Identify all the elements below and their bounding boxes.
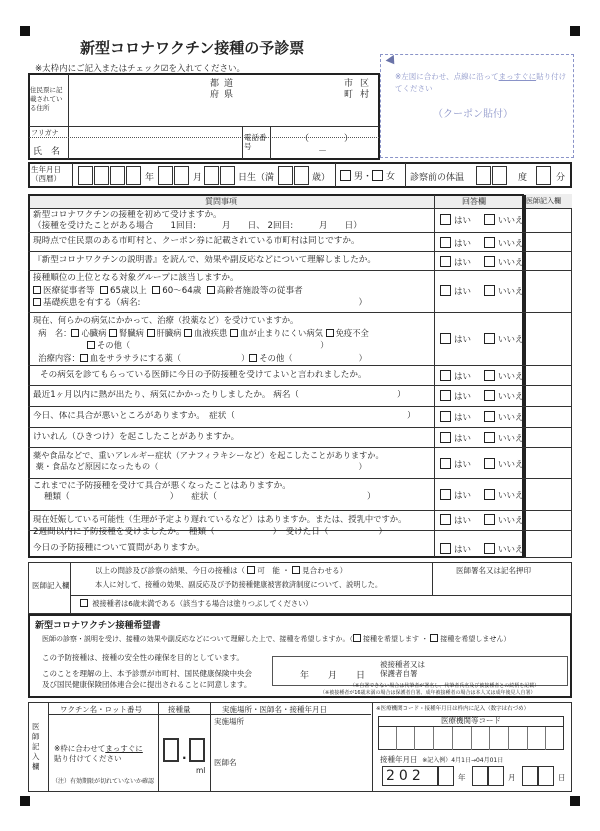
yes-checkbox[interactable]: [440, 411, 451, 422]
yes-checkbox[interactable]: [440, 370, 451, 381]
consent-dot: ・: [421, 635, 429, 643]
amount-col-header: 接種量: [168, 705, 191, 714]
no-label: いいえ: [498, 335, 524, 345]
yes-checkbox[interactable]: [440, 214, 451, 225]
year-prefix: 202: [382, 766, 438, 786]
code-digit[interactable]: [546, 727, 564, 750]
coupon-area[interactable]: [380, 54, 574, 158]
q11-text: これまでに予防接種を受けて具合が悪くなったことはありますか。: [33, 481, 291, 491]
question-2: 現時点で住民票のある市町村と、クーポン券に記載されている市町村は同じですか。: [33, 236, 360, 246]
answer-9[interactable]: [440, 432, 530, 444]
month-digit[interactable]: [472, 766, 488, 786]
male-label: 男: [354, 172, 364, 182]
birth-day-digit[interactable]: [204, 166, 219, 185]
yes-label: はい: [454, 287, 472, 297]
male-checkbox[interactable]: [340, 170, 351, 181]
q7-text: 最近1ヶ月以内に熱が出たり、病気にかかったりしましたか。 病名（: [33, 390, 300, 400]
no-checkbox[interactable]: [484, 370, 495, 381]
q10-text: 薬や食品などで、重いアレルギー症状（アナフィラキシーなど）を起こしたことがありますか。: [33, 450, 384, 460]
registration-mark: [570, 26, 580, 36]
answer-1[interactable]: [440, 214, 530, 226]
code-digit[interactable]: [434, 727, 453, 750]
amount-digit[interactable]: [163, 738, 179, 762]
female-label: 女: [386, 172, 396, 182]
to-label: 都: [210, 79, 220, 89]
exam-result-text: 以上の問診及び診察の結果、今日の接種は（: [95, 566, 245, 575]
question-14: 今日の予防接種について質問がありますか。: [33, 543, 205, 553]
yes-label: はい: [454, 545, 472, 555]
no-label: いいえ: [498, 460, 524, 470]
yes-label: はい: [454, 258, 472, 268]
question-8: [33, 411, 431, 422]
consent-line4: 及び国民健康保険団体連合会に提出されることに同意します。: [42, 680, 252, 689]
temperature-fraction-unit: 分: [556, 173, 566, 183]
q1-note: （接種を受けたことがある場合 1回目: 月 日、 2回目: 月 日）: [33, 221, 362, 231]
furigana-label: フリガナ: [31, 129, 59, 137]
q4-opt4: 高齢者施設等の従事者: [216, 285, 303, 296]
year-label: 年: [145, 173, 155, 183]
date-month: 月: [508, 773, 516, 782]
q5-d5: 血が止まりにくい病気: [239, 327, 323, 338]
birth-month-digit[interactable]: [158, 166, 173, 185]
day-digit[interactable]: [538, 766, 554, 786]
yes-checkbox[interactable]: [440, 333, 451, 344]
month-digit[interactable]: [488, 766, 504, 786]
amount-digit[interactable]: [189, 738, 205, 762]
place-field[interactable]: [240, 716, 370, 754]
yes-label: はい: [454, 516, 472, 526]
q13-mid: ） 受けた日（: [272, 527, 329, 537]
coupon-note-underlined: まっすぐに: [498, 72, 537, 81]
gender-dot: ・: [363, 172, 373, 182]
blood-thinner-checkbox[interactable]: [80, 354, 88, 362]
ken-label: 県: [224, 90, 234, 100]
under-6-note: [80, 599, 313, 609]
q4-text: 接種順位の上位となる対象グループに該当しますか。: [33, 273, 239, 283]
question-11: [33, 481, 431, 503]
date-note: ※記入例）4月1日→04月01日: [422, 757, 504, 764]
birth-year-digit[interactable]: [110, 166, 125, 185]
no-label: いいえ: [498, 392, 524, 402]
kidney-checkbox[interactable]: [109, 329, 117, 337]
code-digit[interactable]: [472, 727, 491, 750]
no-label: いいえ: [498, 413, 524, 423]
no-label: いいえ: [498, 239, 524, 249]
yes-label: はい: [454, 335, 472, 345]
birth-year-digit[interactable]: [78, 166, 93, 185]
question-13: [33, 527, 431, 538]
no-label: いいえ: [498, 287, 524, 297]
no-label: いいえ: [498, 516, 524, 526]
answer-2[interactable]: [440, 237, 530, 249]
phone-label: 電話番号: [244, 133, 267, 151]
yes-label: はい: [454, 460, 472, 470]
age-close: 歳）: [312, 173, 331, 183]
shi-label: 市: [344, 79, 354, 89]
page-title: 新型コロナワクチン接種の予診票: [80, 39, 305, 57]
address-label: 住民票に記載されている住所: [30, 86, 63, 112]
doctor-dot: ・: [282, 566, 290, 575]
no-checkbox[interactable]: [484, 214, 495, 225]
code-digit[interactable]: [378, 727, 397, 750]
institution-code-digits[interactable]: [378, 727, 564, 750]
q8-close: ）: [406, 411, 416, 421]
code-note: ※医療機関コード・接種年月日は枠内に記入（数字は右づめ）: [376, 706, 530, 712]
answer-7[interactable]: [440, 390, 530, 402]
medical-worker-checkbox[interactable]: [33, 286, 41, 294]
q10-note: 薬・食品など原因になったもの（: [35, 461, 159, 471]
explanation-text: 本人に対して、接種の効果、副反応及び予防接種健康被害救済制度について、説明した。: [95, 580, 383, 589]
no-checkbox[interactable]: [484, 333, 495, 344]
question-12: 現在妊娠している可能性（生理が予定より遅れているなど）はありますか。または、授乳中ですか。: [33, 514, 407, 524]
temperature-unit: 度: [518, 173, 528, 183]
question-6: その病気を診てもらっている医師に今日の予防接種を受けてよいと言われましたか。: [40, 370, 367, 380]
q1-text: 新型コロナワクチンの接種を初めて受けますか。: [33, 210, 222, 220]
q5-t1-close: ）: [241, 352, 250, 363]
day-digit[interactable]: [522, 766, 538, 786]
coupon-note-end: 貼り付けてください: [395, 72, 567, 93]
consent-question-close: ）: [503, 635, 511, 643]
vaccination-date-label: [380, 754, 503, 765]
answer-12[interactable]: [440, 514, 530, 526]
place-col-header: 実施場所・医師名・接種年月日: [222, 705, 327, 714]
answer-5[interactable]: [440, 333, 530, 345]
no-hope-label: 接種を希望しません: [440, 635, 504, 643]
q5-t2: その他（: [259, 352, 293, 363]
postpone-label: 見合わせる: [302, 566, 340, 575]
vaccine-sticker-area[interactable]: [50, 716, 156, 772]
yes-label: はい: [454, 434, 472, 444]
q5-d3: 肝臓病: [156, 327, 182, 338]
age-digit[interactable]: [294, 166, 309, 185]
sticker-pre: ※枠に合わせて: [54, 744, 106, 753]
question-5: [33, 314, 431, 364]
other-treatment-checkbox[interactable]: [249, 354, 257, 362]
answer-4[interactable]: [440, 285, 530, 297]
address-field[interactable]: [70, 74, 378, 126]
answer-6[interactable]: [440, 370, 530, 382]
q5-t1: 血をサラサラにする薬（: [89, 352, 182, 363]
doctor-name-field[interactable]: [240, 756, 370, 790]
q10-close: ）: [358, 461, 367, 471]
yes-checkbox[interactable]: [440, 390, 451, 401]
q5-t2-close: ）: [358, 352, 367, 363]
instruction-text: ※太枠内にご記入またはチェック☑を入れてください。: [35, 64, 245, 74]
yes-checkbox[interactable]: [440, 432, 451, 443]
temperature-digit[interactable]: [492, 166, 507, 185]
answer-10[interactable]: [440, 458, 530, 470]
age-60-64-checkbox[interactable]: [152, 286, 160, 294]
yes-label: はい: [454, 392, 472, 402]
bottom-side-label: 医師記入欄: [32, 722, 40, 771]
consent-day: 日: [356, 671, 366, 681]
birth-year-digit[interactable]: [94, 166, 109, 185]
q4-opt3: 60～64歳: [162, 285, 202, 296]
exam-result-close: ）: [339, 566, 348, 575]
consent-month: 月: [328, 671, 338, 681]
no-checkbox[interactable]: [484, 411, 495, 422]
place-label: 実施場所: [214, 717, 244, 726]
yes-checkbox[interactable]: [440, 543, 451, 554]
liver-checkbox[interactable]: [147, 329, 155, 337]
mura-label: 村: [360, 90, 370, 100]
no-hope-checkbox[interactable]: [430, 634, 438, 642]
doctor-signature-field[interactable]: [434, 576, 570, 594]
under-6-text: 被接種者は6歳未満である（該当する場合は塗りつぶしてください）: [92, 599, 313, 608]
ku-label: 区: [360, 79, 370, 89]
code-digit[interactable]: [490, 727, 509, 750]
birth-label: 生年月日（西暦）: [31, 165, 61, 183]
consent-note-2: （※被接種者が16歳未満の場合は保護者自署、成年被接種者の場合は本人又は成年後見人自署）: [320, 690, 536, 696]
no-label: いいえ: [498, 545, 524, 555]
date-year: 年: [458, 773, 466, 782]
question-7: [33, 390, 431, 401]
name-field[interactable]: [70, 128, 240, 158]
sticker-post: 貼り付けてください: [54, 754, 122, 763]
institution-code-label: 医療機関等コード: [378, 716, 564, 727]
q7-close: ）: [397, 390, 406, 400]
year-digit[interactable]: [438, 766, 454, 786]
consent-line3: このことを理解の上、本予診票が市町村、国民健康保険中央会: [42, 669, 252, 678]
bleeding-checkbox[interactable]: [230, 329, 238, 337]
q5-d4: 血液疾患: [194, 327, 228, 338]
corner-arrow-icon: [386, 55, 399, 67]
answer-14[interactable]: [440, 543, 530, 555]
yes-checkbox[interactable]: [440, 285, 451, 296]
underlying-disease-checkbox[interactable]: [33, 298, 41, 306]
month-label: 月: [193, 173, 203, 183]
yes-label: はい: [454, 372, 472, 382]
registration-mark: [20, 26, 30, 36]
coupon-label: （クーポン貼付）: [433, 109, 513, 120]
doctor-name-label: 医師名: [214, 758, 237, 767]
treatment-label: 治療内容：: [38, 352, 80, 363]
q5-d2: 腎臓病: [119, 327, 144, 338]
q13-text: 2週間以内に予防接種を受けましたか。 種類（: [33, 527, 215, 537]
doctor-section-label: 医師記入欄: [32, 581, 70, 590]
answer-3[interactable]: [440, 256, 530, 268]
sign-label-2: 保護者自署: [380, 669, 418, 678]
exam-result: [95, 565, 347, 576]
immune-checkbox[interactable]: [326, 329, 334, 337]
registration-mark: [20, 796, 30, 806]
yes-label: はい: [454, 491, 472, 501]
yes-checkbox[interactable]: [440, 489, 451, 500]
no-checkbox[interactable]: [484, 390, 495, 401]
hope-checkbox[interactable]: [353, 634, 361, 642]
consent-year: 年: [300, 671, 310, 681]
birth-month-digit[interactable]: [174, 166, 189, 185]
phone-paren-close: ）: [344, 134, 354, 144]
temperature-digit[interactable]: [476, 166, 491, 185]
code-digit[interactable]: [453, 727, 472, 750]
q4-opt5: 基礎疾患を有する（病名:: [43, 298, 141, 308]
q13-close: ）: [378, 527, 388, 537]
no-label: いいえ: [498, 434, 524, 444]
amount-dot: .: [182, 748, 187, 762]
code-digit[interactable]: [528, 727, 547, 750]
amount-unit: ml: [196, 766, 206, 775]
consent-question-text: 医師の診察・説明を受け、接種の効果や副反応などについて理解した上で、接種を希望しますか。（: [42, 635, 353, 643]
code-digit[interactable]: [415, 727, 434, 750]
yes-label: はい: [454, 239, 472, 249]
no-checkbox[interactable]: [484, 458, 495, 469]
no-label: いいえ: [498, 491, 524, 501]
date-day: 日: [558, 773, 566, 782]
consent-sign-label: [380, 660, 425, 678]
machi-label: 町: [344, 90, 354, 100]
yes-checkbox[interactable]: [440, 514, 451, 525]
gender-choice[interactable]: [340, 169, 395, 182]
q5-d7-close: ）: [320, 340, 329, 350]
q11-close: ）: [367, 492, 376, 502]
phone-paren-open: （: [300, 134, 310, 144]
no-checkbox[interactable]: [484, 514, 495, 525]
postpone-checkbox[interactable]: [292, 566, 300, 574]
no-label: いいえ: [498, 258, 524, 268]
phone-field[interactable]: [272, 128, 378, 158]
code-digit[interactable]: [397, 727, 416, 750]
age-65-checkbox[interactable]: [100, 286, 108, 294]
coupon-note-prefix: ※: [395, 72, 402, 81]
no-checkbox[interactable]: [484, 543, 495, 554]
q11-mid: ） 症状（: [169, 492, 217, 502]
yes-checkbox[interactable]: [440, 237, 451, 248]
coupon-note: 左図に合わせ、点線に沿って: [401, 72, 499, 81]
consent-safety: この予防接種は、接種の安全性の確保を目的としています。: [42, 653, 244, 662]
consent-question: [42, 634, 510, 644]
no-label: いいえ: [498, 216, 524, 226]
no-label: いいえ: [498, 372, 524, 382]
age-open: （満: [256, 173, 275, 183]
female-checkbox[interactable]: [372, 170, 383, 181]
dou-label: 道: [224, 79, 234, 89]
yes-checkbox[interactable]: [440, 256, 451, 267]
possible-label: 可 能: [257, 566, 280, 575]
age-digit[interactable]: [278, 166, 293, 185]
yes-label: はい: [454, 413, 472, 423]
sticker-underlined: まっすぐに: [105, 744, 143, 753]
day-label: 日生: [238, 173, 257, 183]
blood-checkbox[interactable]: [184, 329, 192, 337]
registration-mark: [570, 796, 580, 806]
doctor-header: 医師記入欄: [526, 197, 561, 205]
yes-checkbox[interactable]: [440, 458, 451, 469]
birth-year-digit[interactable]: [126, 166, 141, 185]
heart-checkbox[interactable]: [71, 329, 79, 337]
other-disease-checkbox[interactable]: [87, 341, 95, 349]
consent-title: 新型コロナワクチン接種希望書: [35, 621, 161, 631]
no-checkbox[interactable]: [484, 489, 495, 500]
possible-checkbox[interactable]: [247, 566, 255, 574]
question-header: 質問事項: [205, 197, 237, 206]
question-10: [33, 450, 431, 472]
q4-opt1: 医療従事者等: [43, 285, 95, 296]
answer-header: 回答欄: [462, 197, 486, 206]
answer-8[interactable]: [440, 411, 530, 423]
q4-close: ）: [358, 298, 368, 308]
no-checkbox[interactable]: [484, 432, 495, 443]
q8-text: 今日、体に具合が悪いところがありますか。 症状（: [33, 411, 235, 421]
name-label: 氏 名: [33, 147, 61, 157]
q4-opt2: 65歳以上: [110, 285, 147, 296]
birth-day-digit[interactable]: [220, 166, 235, 185]
temperature-fraction-digit[interactable]: [536, 166, 551, 185]
signature-label: 医師署名又は記名押印: [456, 566, 531, 575]
sign-label-1: 被接種者又は: [380, 660, 425, 669]
phone-dash: －: [318, 147, 328, 157]
temperature-label: 診察前の体温: [410, 173, 465, 183]
question-9: けいれん（ひきつけ）を起こしたことがありますか。: [33, 432, 240, 442]
q5-text: 現在、何らかの病気にかかって、治療（投薬など）を受けていますか。: [33, 315, 299, 325]
consent-note-1: （※自署できない場合は代筆者が署名し、代筆者氏名及び被接種者との続柄を記載）: [350, 683, 540, 689]
yes-label: はい: [454, 216, 472, 226]
no-checkbox[interactable]: [484, 256, 495, 267]
q5-d7: その他（: [97, 340, 131, 350]
q5-d6: 免疫不全: [335, 327, 369, 338]
question-3: 『新型コロナワクチンの説明書』を読んで、効果や副反応などについて理解しましたか。: [33, 255, 376, 265]
no-checkbox[interactable]: [484, 285, 495, 296]
answer-11[interactable]: [440, 489, 530, 501]
hope-label: 接種を希望します: [362, 635, 419, 643]
vaccine-col-header: ワクチン名・ロット番号: [60, 705, 142, 714]
q11-type: 種類（: [43, 492, 70, 502]
date-label: 接種年月日: [380, 755, 418, 764]
expiry-note: （注）有効期限が切れていないか確認: [52, 778, 155, 785]
q5-d1: 心臓病: [81, 327, 107, 338]
question-4: [33, 272, 431, 310]
disease-label: 病 名：: [38, 327, 72, 338]
code-digit[interactable]: [509, 727, 528, 750]
elderly-facility-checkbox[interactable]: [207, 286, 215, 294]
question-1: [33, 210, 431, 232]
no-checkbox[interactable]: [484, 237, 495, 248]
fu-label: 府: [210, 90, 220, 100]
under-6-checkbox[interactable]: [80, 599, 88, 607]
